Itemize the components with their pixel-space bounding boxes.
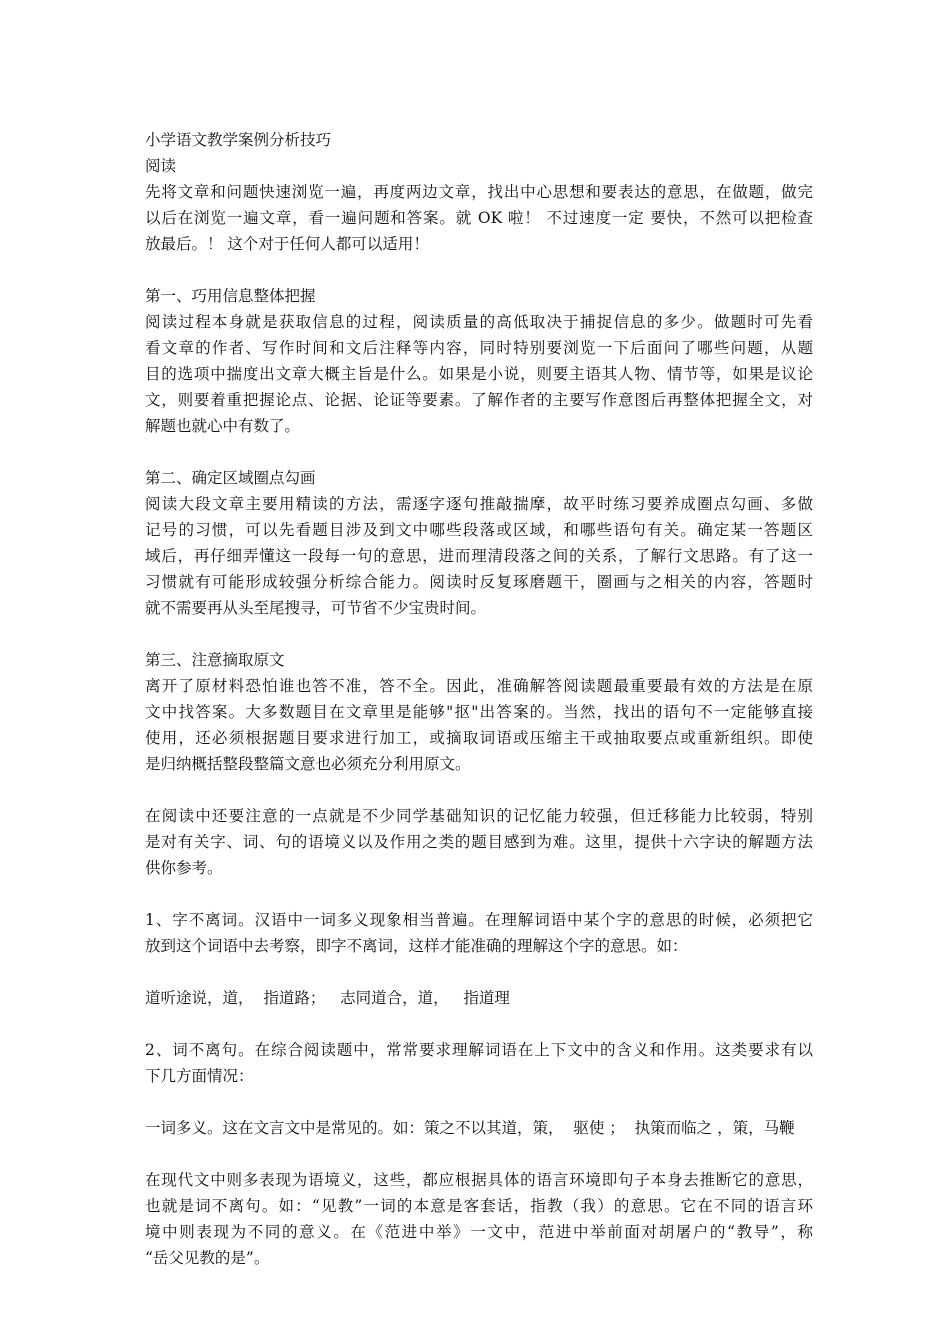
paragraph-line: 文，则要着重把握论点、论据、论证等要素。了解作者的主要写作意图后再整体把握全文，对	[145, 391, 813, 409]
paragraph-line: 域后，再仔细弄懂这一段每一句的意思，进而理清段落之间的关系，了解行文思路。有了这一	[145, 547, 813, 565]
section1-paragraph	[145, 309, 813, 439]
paragraph-line: 就不需要再从头至尾搜寻，可节省不少宝贵时间。	[145, 599, 487, 617]
paragraph-line: 以后在浏览一遍文章，看一遍问题和答案。就 OK 啦！ 不过速度一定 要快，不然可以把检查	[145, 209, 813, 227]
spacer	[145, 439, 813, 465]
spacer	[145, 777, 813, 803]
paragraph-line: 看文章的作者、写作时间和文后注释等内容，同时特别要浏览一下后面问了哪些问题，从题	[145, 339, 813, 357]
paragraph-line: 使用，还必须根据题目要求进行加工，或摘取词语或压缩主干或抽取要点或重新组织。即使	[145, 729, 813, 747]
paragraph-line: 阅读大段文章主要用精读的方法，需逐字逐句推敲揣摩，故平时练习要养成圈点勾画、多做	[145, 495, 813, 513]
paragraph-line: 下几方面情况：	[145, 1067, 254, 1085]
paragraph-line: 放最后。！ 这个对于任何人都可以适用！	[145, 235, 429, 253]
document-body	[145, 127, 813, 1271]
paragraph-line: 记号的习惯，可以先看题目涉及到文中哪些段落或区域，和哪些语句有关。确定某一答题区	[145, 521, 813, 539]
spacer	[145, 1141, 813, 1167]
example-line-2: 一词多义。这在文言文中是常见的。如：策之不以其道，策， 驱使 ； 执策而临之 ，策，马鞭	[145, 1119, 795, 1137]
paragraph-line: 1、字不离词。汉语中一词多义现象相当普遍。在理解词语中某个字的意思的时候，必须把它	[145, 911, 813, 929]
paragraph-line: 境中则表现为不同的意义。在《范进中举》一文中，范进中举前面对胡屠户的“教导”，称	[145, 1223, 813, 1241]
section3-paragraph	[145, 673, 813, 777]
paragraph-line: 是归纳概括整段整篇文意也必须充分利用原文。	[145, 755, 471, 773]
paragraph-line: 2、词不离句。在综合阅读题中，常常要求理解词语在上下文中的含义和作用。这类要求有以	[145, 1041, 813, 1059]
spacer	[145, 959, 813, 985]
paragraph-line: 习惯就有可能形成较强分析综合能力。阅读时反复琢磨题干，圈画与之相关的内容，答题时	[145, 573, 813, 591]
paragraph-line: 是对有关字、词、句的语境义以及作用之类的题目感到为难。这里，提供十六字诀的解题方法	[145, 833, 813, 851]
section2-heading: 第二、确定区域圈点勾画	[145, 469, 316, 487]
intro-paragraph	[145, 179, 813, 257]
paragraph-line: 先将文章和问题快速浏览一遍，再度两边文章，找出中心思想和要表达的意思，在做题，做完	[145, 183, 813, 201]
spacer	[145, 1089, 813, 1115]
paragraph-5	[145, 907, 813, 959]
paragraph-line: 解题也就心中有数了。	[145, 417, 301, 435]
paragraph-6	[145, 1037, 813, 1089]
spacer	[145, 881, 813, 907]
intro-heading: 阅读	[145, 157, 177, 175]
document-title: 小学语文教学案例分析技巧	[145, 131, 332, 149]
paragraph-line: 文中找答案。大多数题目在文章里是能够"抠"出答案的。当然，找出的语句不一定能够直接	[145, 703, 813, 721]
paragraph-line: “岳父见教的是”。	[145, 1249, 270, 1267]
paragraph-line: 供你参考。	[145, 859, 223, 877]
paragraph-4	[145, 803, 813, 881]
example-line-1: 道听途说，道， 指道路； 志同道合，道， 指道理	[145, 989, 510, 1007]
spacer	[145, 257, 813, 283]
section1-heading: 第一、巧用信息整体把握	[145, 287, 316, 305]
paragraph-line: 阅读过程本身就是获取信息的过程，阅读质量的高低取决于捕捉信息的多少。做题时可先看	[145, 313, 813, 331]
paragraph-line: 放到这个词语中去考察，即字不离词，这样才能准确的理解这个字的意思。如：	[145, 937, 688, 955]
spacer	[145, 621, 813, 647]
section2-paragraph	[145, 491, 813, 621]
paragraph-line: 离开了原材料恐怕谁也答不准，答不全。因此，准确解答阅读题最重要最有效的方法是在原	[145, 677, 813, 695]
section3-heading: 第三、注意摘取原文	[145, 651, 285, 669]
paragraph-7	[145, 1167, 813, 1271]
paragraph-line: 目的选项中揣度出文章大概主旨是什么。如果是小说，则要主语其人物、情节等，如果是议论	[145, 365, 813, 383]
paragraph-line: 也就是词不离句。如：“见教”一词的本意是客套话，指教（我）的意思。它在不同的语言环	[145, 1197, 813, 1215]
paragraph-line: 在阅读中还要注意的一点就是不少同学基础知识的记忆能力较强，但迁移能力比较弱，特别	[145, 807, 813, 825]
paragraph-line: 在现代文中则多表现为语境义，这些，都应根据具体的语言环境即句子本身去推断它的意思，	[145, 1171, 813, 1189]
spacer	[145, 1011, 813, 1037]
